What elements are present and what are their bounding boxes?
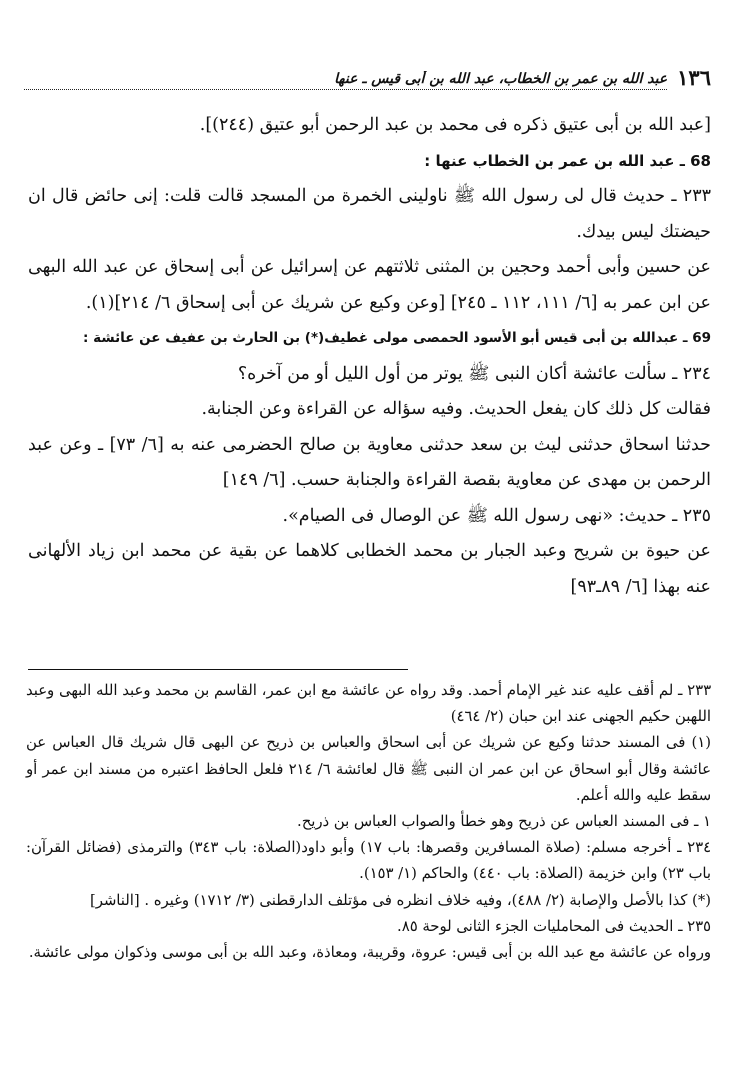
hadith-234: ٢٣٤ ـ سألت عائشة أكان النبى ﷺ يوتر من أول الليل أو من آخره؟ — [237, 363, 711, 384]
main-text — [28, 108, 711, 605]
footnote-233: ٢٣٣ ـ لم أقف عليه عند غير الإمام أحمد. وقد رواه عن عائشة مع ابن عمر، القاسم بن محمد وعبد الله البهى وعبد اللهبن حكيم الجهنى عند ابن حبان (٢/ ٤٦٤) — [26, 682, 712, 726]
isnad-233: عن حسين وأبى أحمد وحجين بن المثنى ثلاثتهم عن إسرائيل عن أبى إسحاق عن عبد الله البهى عن ابن عمر به [٦/ ١١١، ١١٢ ـ ٢٤٥] [وعن وكيع عن شريك عن أبى إسحاق ٦/ ٢١٤](١). — [28, 257, 711, 313]
footnote-235: ٢٣٥ ـ الحديث فى المحامليات الجزء الثانى لوحة ٨٥. — [397, 917, 711, 935]
footnotes — [26, 678, 711, 966]
answer-234: فقالت كل ذلك كان يفعل الحديث. وفيه سؤاله عن القراءة وعن الجنابة. — [201, 399, 711, 419]
footnote-1-correction: ١ ـ فى المسند العباس عن ذريح وهو خطأ والصواب العباس بن ذريح. — [297, 813, 711, 831]
footnote-divider — [28, 669, 408, 670]
section-68-heading: 68 ـ عبد الله بن عمر بن الخطاب عنها : — [424, 151, 711, 170]
footnote-234: ٢٣٤ ـ أخرجه مسلم: (صلاة المسافرين وقصرها: باب ١٧) وأبو داود(الصلاة: باب ٣٤٣) والترمذى (فضائل القرآن: باب ٢٣) وابن خزيمة (الصلاة: باب ٤٤٠) والحاكم (١/ ١٥٣). — [26, 839, 712, 883]
footnote-1: (١) فى المسند حدثنا وكيع عن شريك عن أبى اسحاق والعباس بن ذريح عن البهى قال شريك قال العباس عن عائشة وقال أبو اسحاق عن ابن عمر ان النبى ﷺ قال لعائشة ٦/ ٢١٤ فلعل الحافظ اعتبره من مسند ابن عمر أو سقط عليه والله أعلم. — [26, 734, 711, 804]
isnad-235: عن حيوة بن شريح وعبد الجبار بن محمد الخطابى كلاهما عن بقية عن محمد ابن زياد الألهانى عنه بهذا [٦/ ٨٩ـ٩٣] — [28, 541, 711, 597]
bracket-note: [عبد الله بن أبى عتيق ذكره فى محمد بن عبد الرحمن أبو عتيق (٢٤٤)]. — [199, 115, 711, 135]
running-header — [24, 62, 711, 90]
hadith-233: ٢٣٣ ـ حديث قال لى رسول الله ﷺ ناولينى الخمرة من المسجد قالت قلت: إنى حائض قال ان حيضتك ليس بيدك. — [28, 186, 711, 242]
isnad-234: حدثنا اسحاق حدثنى ليث بن سعد حدثنى معاوية بن صالح الحضرمى عنه به [٦/ ٧٣] ـ وعن عبد الرحمن بن مهدى عن معاوية بقصة القراءة والجنابة حسب. [٦/ ١٤٩] — [28, 434, 711, 490]
section-69-heading: 69 ـ عبدالله بن أبى قيس أبو الأسود الحمصى مولى غطيف(*) بن الحارث بن عفيف عن عائشة : — [83, 330, 711, 346]
page-number: ١٣٦ — [677, 65, 711, 90]
footnote-235-narrators: ورواه عن عائشة مع عبد الله بن أبى قيس: عروة، وقريبة، ومعاذة، وعبد الله بن أبى موسى وذكوان مولى عائشة. — [28, 944, 711, 962]
hadith-235: ٢٣٥ ـ حديث: «نهى رسول الله ﷺ عن الوصال فى الصيام». — [282, 505, 711, 526]
footnote-star: (*) كذا بالأصل والإصابة (٢/ ٤٨٨)، وفيه خلاف انظره فى مؤتلف الدارقطنى (٣/ ١٧١٢) وغيره . [الناشر] — [89, 891, 711, 909]
running-title: عبد الله بن عمر بن الخطاب، عبد الله بن أبى قيس ـ عنها — [24, 71, 667, 90]
